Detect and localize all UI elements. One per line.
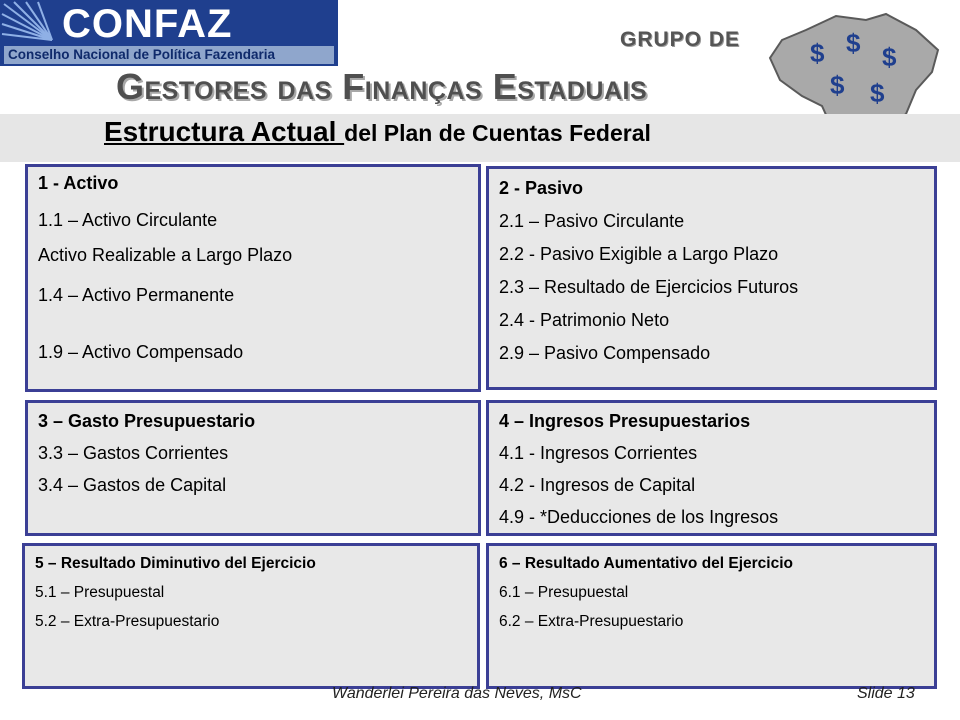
ingresos-heading: 4 – Ingresos Presupuestarios [499,411,751,431]
pasivo-item: 2.2 - Pasivo Exigible a Largo Plazo [499,244,779,264]
map-dollar-3: $ [882,42,897,72]
pasivo-item: 2.1 – Pasivo Circulante [499,211,685,231]
slide-title [104,116,651,148]
map-dollar-1: $ [810,38,825,68]
activo-item: 1.9 – Activo Compensado [38,342,244,362]
gasto-item: 3.3 – Gastos Corrientes [38,443,229,463]
footer-author: Wanderlei Pereira das Neves, MsC [332,685,582,702]
pasivo-item: 2.3 – Resultado de Ejercicios Futuros [499,277,799,297]
ingresos-item: 4.1 - Ingresos Corrientes [499,443,698,463]
confaz-logo [0,0,338,66]
ingresos-box [486,400,937,536]
slide-title-underlined: Estructura Actual [104,116,345,147]
resultado-diminutivo-heading: 5 – Resultado Diminutivo del Ejercicio [35,555,316,572]
gasto-item: 3.4 – Gastos de Capital [38,475,227,495]
footer-slide-number: Slide 13 [857,685,915,702]
resultado-aumentativo-box [486,543,937,689]
logo-subtitle: Conselho Nacional de Política Fazendaria [4,46,334,64]
resultado-diminutivo-box [22,543,480,689]
map-dollar-2: $ [846,28,861,58]
map-dollar-4: $ [830,70,845,100]
logo-name: CONFAZ [62,2,233,46]
activo-box [25,164,481,392]
gasto-heading: 3 – Gasto Presupuestario [38,411,256,431]
activo-item: 1.4 – Activo Permanente [38,285,235,305]
pasivo-item: 2.4 - Patrimonio Neto [499,310,670,330]
resultado-diminutivo-item: 5.1 – Presupuestal [35,584,165,601]
pasivo-heading: 2 - Pasivo [499,178,584,198]
ingresos-item: 4.9 - *Deducciones de los Ingresos [499,507,779,527]
ingresos-item: 4.2 - Ingresos de Capital [499,475,696,495]
activo-item: Activo Realizable a Largo Plazo [38,245,293,265]
activo-heading: 1 - Activo [38,173,119,193]
map-dollar-5: $ [870,78,885,108]
resultado-aumentativo-item: 6.1 – Presupuestal [499,584,629,601]
pasivo-item: 2.9 – Pasivo Compensado [499,343,711,363]
pasivo-box [486,166,937,390]
resultado-aumentativo-item: 6.2 – Extra-Presupuestario [499,613,684,630]
group-label-small: GRUPO DE [620,28,741,51]
activo-item: 1.1 – Activo Circulante [38,210,218,230]
resultado-diminutivo-item: 5.2 – Extra-Presupuestario [35,613,220,630]
gasto-box [25,400,481,536]
resultado-aumentativo-heading: 6 – Resultado Aumentativo del Ejercicio [499,555,794,572]
slide-title-rest: del Plan de Cuentas Federal [344,120,651,146]
group-label-big: Gestores das Finanças Estaduais [116,66,648,107]
